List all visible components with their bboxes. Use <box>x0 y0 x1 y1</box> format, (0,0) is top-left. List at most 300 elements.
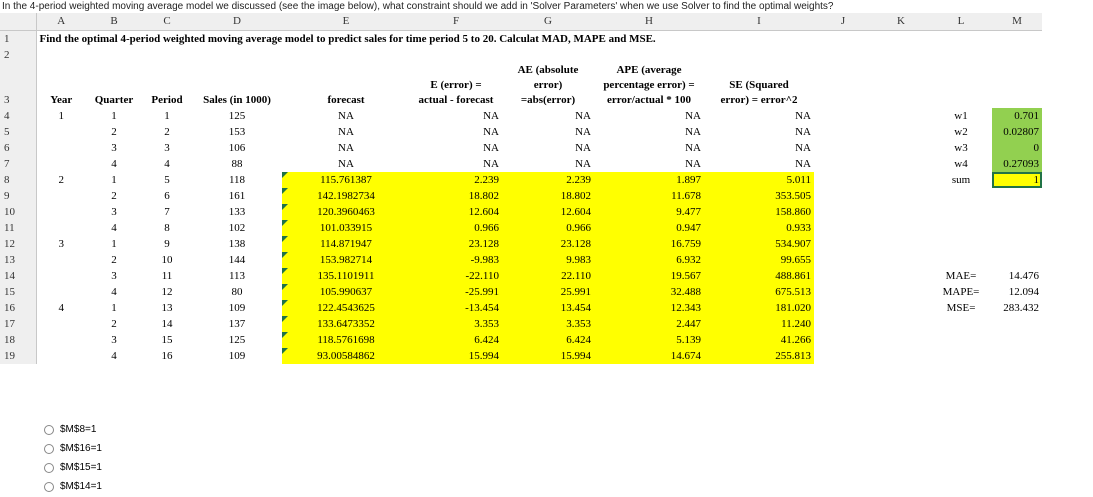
cell-quarter[interactable]: 3 <box>111 205 117 218</box>
option-3[interactable] <box>44 458 102 477</box>
cell-forecast[interactable]: NA <box>338 141 354 154</box>
cell-l[interactable]: MAE= <box>945 269 977 282</box>
cell-l[interactable] <box>930 332 992 348</box>
cell-ae[interactable]: 18.802 <box>502 188 594 204</box>
option-1[interactable] <box>44 420 102 439</box>
option-label: $M$15=1 <box>60 462 102 473</box>
row-header[interactable]: 10 <box>0 204 36 220</box>
empty-cell[interactable] <box>814 108 872 124</box>
cell-error[interactable]: 23.128 <box>410 236 502 252</box>
cell-year[interactable] <box>36 140 86 156</box>
header-error-line1: E (error) = <box>430 79 482 91</box>
col-header-g[interactable]: G <box>502 13 594 31</box>
empty-cell[interactable] <box>872 124 930 140</box>
empty-cell[interactable] <box>814 348 872 364</box>
table-row <box>0 268 1048 284</box>
cell-ae[interactable]: 0.966 <box>502 220 594 236</box>
cell-se[interactable]: 99.655 <box>704 252 814 268</box>
empty-cell[interactable] <box>872 108 930 124</box>
cell-m[interactable]: 1 <box>992 172 1042 188</box>
cell-l[interactable] <box>930 220 992 236</box>
empty-cell[interactable] <box>814 172 872 188</box>
cell-ape[interactable]: NA <box>685 109 701 122</box>
cell-sales[interactable]: 106 <box>228 141 246 154</box>
header-error[interactable] <box>410 63 502 108</box>
cell-forecast[interactable]: 120.3960463 <box>282 204 410 220</box>
cell-se[interactable]: NA <box>795 141 811 154</box>
empty-cell[interactable] <box>1042 348 1048 364</box>
empty-cell[interactable] <box>814 268 872 284</box>
empty-cell[interactable] <box>1042 220 1048 236</box>
header-ape-line2: percentage error) = <box>603 79 695 91</box>
cell-sales[interactable]: 133 <box>228 205 246 218</box>
empty-cell[interactable] <box>1042 332 1048 348</box>
cell-ae[interactable]: 6.424 <box>502 332 594 348</box>
cell-quarter[interactable]: 4 <box>111 221 117 234</box>
empty-cell[interactable] <box>814 236 872 252</box>
empty-cell[interactable] <box>814 284 872 300</box>
cell-period[interactable]: 9 <box>164 237 170 250</box>
cell-quarter[interactable]: 1 <box>111 301 117 314</box>
cell-error[interactable]: 15.994 <box>410 348 502 364</box>
cell-ape[interactable]: 2.447 <box>594 316 704 332</box>
cell-error[interactable]: 6.424 <box>410 332 502 348</box>
select-all-corner[interactable] <box>0 13 36 31</box>
cell-l[interactable] <box>930 252 992 268</box>
empty-cell[interactable] <box>814 300 872 316</box>
empty-cell[interactable] <box>814 188 872 204</box>
empty-cell[interactable] <box>872 63 930 108</box>
col-header-f[interactable]: F <box>410 13 502 31</box>
row-header[interactable]: 2 <box>0 47 36 63</box>
radio-icon[interactable] <box>44 463 54 473</box>
cell-period[interactable]: 8 <box>164 221 170 234</box>
row-header[interactable]: 9 <box>0 188 36 204</box>
empty-cell[interactable] <box>814 140 872 156</box>
col-header-e[interactable]: E <box>282 13 410 31</box>
cell-error[interactable]: NA <box>483 141 499 154</box>
row-header[interactable]: 17 <box>0 316 36 332</box>
cell-l[interactable]: w4 <box>954 157 968 170</box>
empty-cell[interactable] <box>872 300 930 316</box>
cell-quarter[interactable]: 3 <box>111 141 117 154</box>
empty-cell[interactable] <box>872 204 930 220</box>
cell-year[interactable]: 1 <box>58 109 64 122</box>
empty-cell[interactable] <box>1042 284 1048 300</box>
cell-quarter[interactable]: 3 <box>111 269 117 282</box>
cell-error[interactable]: 3.353 <box>410 316 502 332</box>
row-header[interactable]: 7 <box>0 156 36 172</box>
cell-ae[interactable]: 12.604 <box>502 204 594 220</box>
cell-ape[interactable]: 14.674 <box>594 348 704 364</box>
cell-error[interactable]: -13.454 <box>410 300 502 316</box>
cell-l[interactable] <box>930 188 992 204</box>
col-header-h[interactable]: H <box>594 13 704 31</box>
cell-ae[interactable]: 2.239 <box>502 172 594 188</box>
cell-period[interactable]: 13 <box>161 301 173 314</box>
row-header[interactable]: 8 <box>0 172 36 188</box>
row-header[interactable]: 13 <box>0 252 36 268</box>
header-se[interactable] <box>704 63 814 108</box>
table-row <box>0 188 1048 204</box>
cell-ape[interactable]: 32.488 <box>594 284 704 300</box>
cell-period[interactable]: 12 <box>161 285 173 298</box>
cell-year[interactable] <box>36 204 86 220</box>
cell-error[interactable]: -9.983 <box>410 252 502 268</box>
cell-ae[interactable]: NA <box>575 157 591 170</box>
cell-l[interactable]: w3 <box>954 141 968 154</box>
cell-l[interactable]: sum <box>951 173 971 186</box>
cell-ape[interactable]: 16.759 <box>594 236 704 252</box>
cell-forecast[interactable]: 142.1982734 <box>282 188 410 204</box>
cell-se[interactable]: 255.813 <box>704 348 814 364</box>
cell-quarter[interactable]: 2 <box>111 253 117 266</box>
cell-m[interactable]: 14.476 <box>1008 269 1039 282</box>
cell-se[interactable]: 488.861 <box>704 268 814 284</box>
cell-year[interactable]: 3 <box>58 237 64 250</box>
cell-se[interactable]: 534.907 <box>704 236 814 252</box>
empty-cell[interactable] <box>872 316 930 332</box>
cell-quarter[interactable]: 3 <box>111 333 117 346</box>
cell-year[interactable] <box>36 156 86 172</box>
cell-sales[interactable]: 118 <box>228 173 246 186</box>
cell-ape[interactable]: 0.947 <box>594 220 704 236</box>
cell-sales[interactable]: 125 <box>228 109 246 122</box>
header-ae-line3: =abs(error) <box>520 94 576 106</box>
empty-cell[interactable] <box>872 348 930 364</box>
header-forecast[interactable]: forecast <box>327 94 365 106</box>
cell-se[interactable]: 158.860 <box>704 204 814 220</box>
empty-cell[interactable] <box>814 252 872 268</box>
cell-se[interactable]: 675.513 <box>704 284 814 300</box>
cell-period[interactable]: 11 <box>161 269 173 282</box>
empty-row[interactable] <box>36 47 1042 63</box>
cell-se[interactable]: NA <box>795 125 811 138</box>
cell-quarter[interactable]: 4 <box>111 285 117 298</box>
row-header[interactable]: 11 <box>0 220 36 236</box>
empty-cell[interactable] <box>1042 316 1048 332</box>
cell-error[interactable]: 0.966 <box>410 220 502 236</box>
sheet-title[interactable]: Find the optimal 4-period weighted moving average model to predict sales for time period 5 to 20. Calculat MAD, MAPE and MSE. <box>39 32 656 45</box>
cell-ape[interactable]: 12.343 <box>594 300 704 316</box>
cell-l[interactable]: MSE= <box>946 301 976 314</box>
cell-year[interactable] <box>36 188 86 204</box>
row-header[interactable]: 15 <box>0 284 36 300</box>
cell-ape[interactable]: 9.477 <box>594 204 704 220</box>
cell-m[interactable]: 12.094 <box>1008 285 1039 298</box>
row-header[interactable]: 18 <box>0 332 36 348</box>
row-header[interactable]: 4 <box>0 108 36 124</box>
cell-forecast[interactable]: 101.033915 <box>282 220 410 236</box>
empty-cell[interactable] <box>872 220 930 236</box>
cell-period[interactable]: 16 <box>161 349 173 362</box>
empty-cell[interactable] <box>1042 124 1048 140</box>
cell-forecast[interactable]: 93.00584862 <box>282 348 410 364</box>
cell-year[interactable] <box>36 220 86 236</box>
empty-cell[interactable] <box>872 252 930 268</box>
empty-cell[interactable] <box>1042 268 1048 284</box>
cell-quarter[interactable]: 2 <box>111 125 117 138</box>
cell-m[interactable] <box>992 332 1042 348</box>
cell-forecast[interactable]: 115.761387 <box>282 172 410 188</box>
cell-ae[interactable]: NA <box>575 141 591 154</box>
cell-se[interactable]: 11.240 <box>704 316 814 332</box>
cell-forecast[interactable]: 153.982714 <box>282 252 410 268</box>
cell-m[interactable] <box>992 236 1042 252</box>
cell-se[interactable]: 5.011 <box>704 172 814 188</box>
row-header[interactable]: 5 <box>0 124 36 140</box>
cell-sales[interactable]: 161 <box>228 189 246 202</box>
cell-period[interactable]: 4 <box>164 157 170 170</box>
cell-ae[interactable]: 3.353 <box>502 316 594 332</box>
option-label: $M$16=1 <box>60 443 102 454</box>
cell-forecast[interactable]: 105.990637 <box>282 284 410 300</box>
cell-m[interactable] <box>992 220 1042 236</box>
cell-sales[interactable]: 80 <box>231 285 243 298</box>
col-header-l[interactable]: L <box>930 13 992 31</box>
header-ape-line3: error/actual * 100 <box>606 94 692 106</box>
cell-l[interactable] <box>930 204 992 220</box>
spreadsheet <box>0 13 1048 364</box>
cell-year[interactable] <box>36 284 86 300</box>
cell-se[interactable]: NA <box>795 109 811 122</box>
cell-l[interactable] <box>930 348 992 364</box>
header-quarter[interactable]: Quarter <box>94 94 134 106</box>
empty-cell[interactable] <box>1042 236 1048 252</box>
cell-year[interactable] <box>36 268 86 284</box>
row-header[interactable]: 6 <box>0 140 36 156</box>
header-ae[interactable] <box>502 63 594 108</box>
cell-period[interactable]: 15 <box>161 333 173 346</box>
cell-quarter[interactable]: 2 <box>111 317 117 330</box>
option-label: $M$14=1 <box>60 481 102 492</box>
header-ape[interactable] <box>594 63 704 108</box>
cell-error[interactable]: -25.991 <box>410 284 502 300</box>
cell-l[interactable] <box>930 316 992 332</box>
empty-cell[interactable] <box>872 172 930 188</box>
cell-ape[interactable]: 1.897 <box>594 172 704 188</box>
cell-period[interactable]: 10 <box>161 253 173 266</box>
table-row <box>0 316 1048 332</box>
cell-sales[interactable]: 88 <box>231 157 243 170</box>
cell-forecast[interactable]: NA <box>338 157 354 170</box>
cell-ape[interactable]: NA <box>685 125 701 138</box>
cell-error[interactable]: NA <box>483 109 499 122</box>
cell-ape[interactable]: 6.932 <box>594 252 704 268</box>
cell-year[interactable] <box>36 316 86 332</box>
cell-period[interactable]: 6 <box>164 189 170 202</box>
cell-sales[interactable]: 125 <box>228 333 246 346</box>
cell-forecast[interactable]: 133.6473352 <box>282 316 410 332</box>
empty-cell[interactable] <box>872 236 930 252</box>
row-header[interactable]: 14 <box>0 268 36 284</box>
empty-cell[interactable] <box>1042 252 1048 268</box>
cell-error[interactable]: NA <box>483 157 499 170</box>
cell-se[interactable]: 353.505 <box>704 188 814 204</box>
cell-period[interactable]: 1 <box>164 109 170 122</box>
row-header[interactable]: 19 <box>0 348 36 364</box>
cell-forecast[interactable]: 135.1101911 <box>282 268 410 284</box>
cell-ae[interactable]: NA <box>575 125 591 138</box>
empty-cell[interactable] <box>930 63 992 108</box>
sheet-row <box>0 47 1048 63</box>
row-header[interactable]: 3 <box>0 63 36 108</box>
col-header-b[interactable]: B <box>86 13 142 31</box>
cell-ae[interactable]: 25.991 <box>502 284 594 300</box>
cell-ape[interactable]: NA <box>685 141 701 154</box>
cell-sales[interactable]: 102 <box>228 221 246 234</box>
cell-forecast[interactable]: NA <box>338 125 354 138</box>
cell-error[interactable]: 18.802 <box>410 188 502 204</box>
cell-se[interactable]: 181.020 <box>704 300 814 316</box>
col-header-j[interactable]: J <box>814 13 872 31</box>
row-header[interactable]: 12 <box>0 236 36 252</box>
cell-error[interactable]: -22.110 <box>410 268 502 284</box>
empty-cell[interactable] <box>1042 172 1048 188</box>
cell-se[interactable]: 0.933 <box>704 220 814 236</box>
empty-cell[interactable] <box>872 140 930 156</box>
empty-cell[interactable] <box>814 332 872 348</box>
radio-icon[interactable] <box>44 444 54 454</box>
cell-m[interactable] <box>992 348 1042 364</box>
col-header-i[interactable]: I <box>704 13 814 31</box>
empty-cell[interactable] <box>1042 300 1048 316</box>
cell-ape[interactable]: NA <box>685 157 701 170</box>
cell-period[interactable]: 7 <box>164 205 170 218</box>
cell-sales[interactable]: 138 <box>228 237 246 250</box>
cell-m[interactable]: 0 <box>992 140 1042 156</box>
cell-m[interactable]: 283.432 <box>1003 301 1039 314</box>
empty-cell[interactable] <box>1042 204 1048 220</box>
empty-cell[interactable] <box>1042 156 1048 172</box>
cell-m[interactable]: 0.701 <box>992 108 1042 124</box>
cell-period[interactable]: 2 <box>164 125 170 138</box>
row-header[interactable]: 16 <box>0 300 36 316</box>
col-header-a[interactable]: A <box>36 13 86 31</box>
cell-ae[interactable]: 23.128 <box>502 236 594 252</box>
header-year[interactable]: Year <box>50 94 73 106</box>
cell-year[interactable] <box>36 332 86 348</box>
cell-forecast[interactable]: 122.4543625 <box>282 300 410 316</box>
cell-forecast[interactable]: 114.871947 <box>282 236 410 252</box>
empty-cell[interactable] <box>872 332 930 348</box>
table-row <box>0 348 1048 364</box>
cell-ape[interactable]: 11.678 <box>594 188 704 204</box>
empty-cell[interactable] <box>814 156 872 172</box>
cell-se[interactable]: 41.266 <box>704 332 814 348</box>
cell-sales[interactable]: 109 <box>228 301 246 314</box>
empty-cell[interactable] <box>1042 188 1048 204</box>
col-header-c[interactable]: C <box>142 13 192 31</box>
cell-year[interactable] <box>36 124 86 140</box>
empty-cell[interactable] <box>814 124 872 140</box>
row-header[interactable]: 1 <box>0 31 36 48</box>
table-row <box>0 220 1048 236</box>
empty-cell[interactable] <box>872 156 930 172</box>
empty-cell[interactable] <box>872 188 930 204</box>
cell-error[interactable]: NA <box>483 125 499 138</box>
cell-ae[interactable]: 9.983 <box>502 252 594 268</box>
cell-quarter[interactable]: 1 <box>111 237 117 250</box>
header-period[interactable]: Period <box>151 94 183 106</box>
cell-quarter[interactable]: 1 <box>111 109 117 122</box>
data-rows <box>0 108 1048 364</box>
radio-icon[interactable] <box>44 482 54 492</box>
option-2[interactable] <box>44 439 102 458</box>
empty-cell[interactable] <box>992 63 1042 108</box>
cell-m[interactable] <box>992 188 1042 204</box>
col-header-d[interactable]: D <box>192 13 282 31</box>
cell-error[interactable]: 2.239 <box>410 172 502 188</box>
cell-l[interactable]: w1 <box>954 109 968 122</box>
cell-sales[interactable]: 153 <box>228 125 246 138</box>
header-ae-line1: AE (absolute <box>517 64 579 76</box>
cell-period[interactable]: 5 <box>164 173 170 186</box>
cell-ape[interactable]: 5.139 <box>594 332 704 348</box>
cell-error[interactable]: 12.604 <box>410 204 502 220</box>
col-header-k[interactable]: K <box>872 13 930 31</box>
empty-cell[interactable] <box>1042 108 1048 124</box>
empty-cell[interactable] <box>1042 140 1048 156</box>
cell-m[interactable]: 0.27093 <box>992 156 1042 172</box>
cell-m[interactable] <box>992 252 1042 268</box>
cell-sales[interactable]: 113 <box>228 269 246 282</box>
cell-year[interactable] <box>36 252 86 268</box>
col-header-m[interactable]: M <box>992 13 1042 31</box>
radio-icon[interactable] <box>44 425 54 435</box>
cell-quarter[interactable]: 2 <box>111 189 117 202</box>
cell-forecast[interactable]: 118.5761698 <box>282 332 410 348</box>
cell-sales[interactable]: 144 <box>228 253 246 266</box>
header-ape-line1: APE (average <box>616 64 682 76</box>
cell-se[interactable]: NA <box>795 157 811 170</box>
cell-quarter[interactable]: 1 <box>111 173 117 186</box>
cell-l[interactable]: w2 <box>954 125 968 138</box>
cell-quarter[interactable]: 4 <box>111 157 117 170</box>
empty-cell[interactable] <box>814 316 872 332</box>
empty-cell[interactable] <box>814 63 872 108</box>
cell-sales[interactable]: 109 <box>228 349 246 362</box>
empty-cell[interactable] <box>872 284 930 300</box>
cell-ae[interactable]: NA <box>575 109 591 122</box>
answer-options <box>44 420 102 496</box>
table-row <box>0 236 1048 252</box>
cell-period[interactable]: 3 <box>164 141 170 154</box>
cell-l[interactable]: MAPE= <box>942 285 980 298</box>
empty-cell[interactable] <box>814 204 872 220</box>
cell-ae[interactable]: 13.454 <box>502 300 594 316</box>
cell-m[interactable] <box>992 316 1042 332</box>
cell-sales[interactable]: 137 <box>228 317 246 330</box>
cell-ape[interactable]: 19.567 <box>594 268 704 284</box>
cell-year[interactable]: 4 <box>58 301 64 314</box>
cell-forecast[interactable]: NA <box>338 109 354 122</box>
cell-m[interactable]: 0.02807 <box>992 124 1042 140</box>
cell-period[interactable]: 14 <box>161 317 173 330</box>
empty-cell[interactable] <box>814 220 872 236</box>
header-sales[interactable]: Sales (in 1000) <box>203 94 271 106</box>
cell-l[interactable] <box>930 236 992 252</box>
cell-quarter[interactable]: 4 <box>111 349 117 362</box>
cell-m[interactable] <box>992 204 1042 220</box>
cell-ae[interactable]: 15.994 <box>502 348 594 364</box>
cell-year[interactable] <box>36 348 86 364</box>
cell-ae[interactable]: 22.110 <box>502 268 594 284</box>
option-4[interactable] <box>44 477 102 496</box>
cell-year[interactable]: 2 <box>58 173 64 186</box>
empty-cell[interactable] <box>872 268 930 284</box>
header-se-line2: error) = error^2 <box>720 94 798 106</box>
